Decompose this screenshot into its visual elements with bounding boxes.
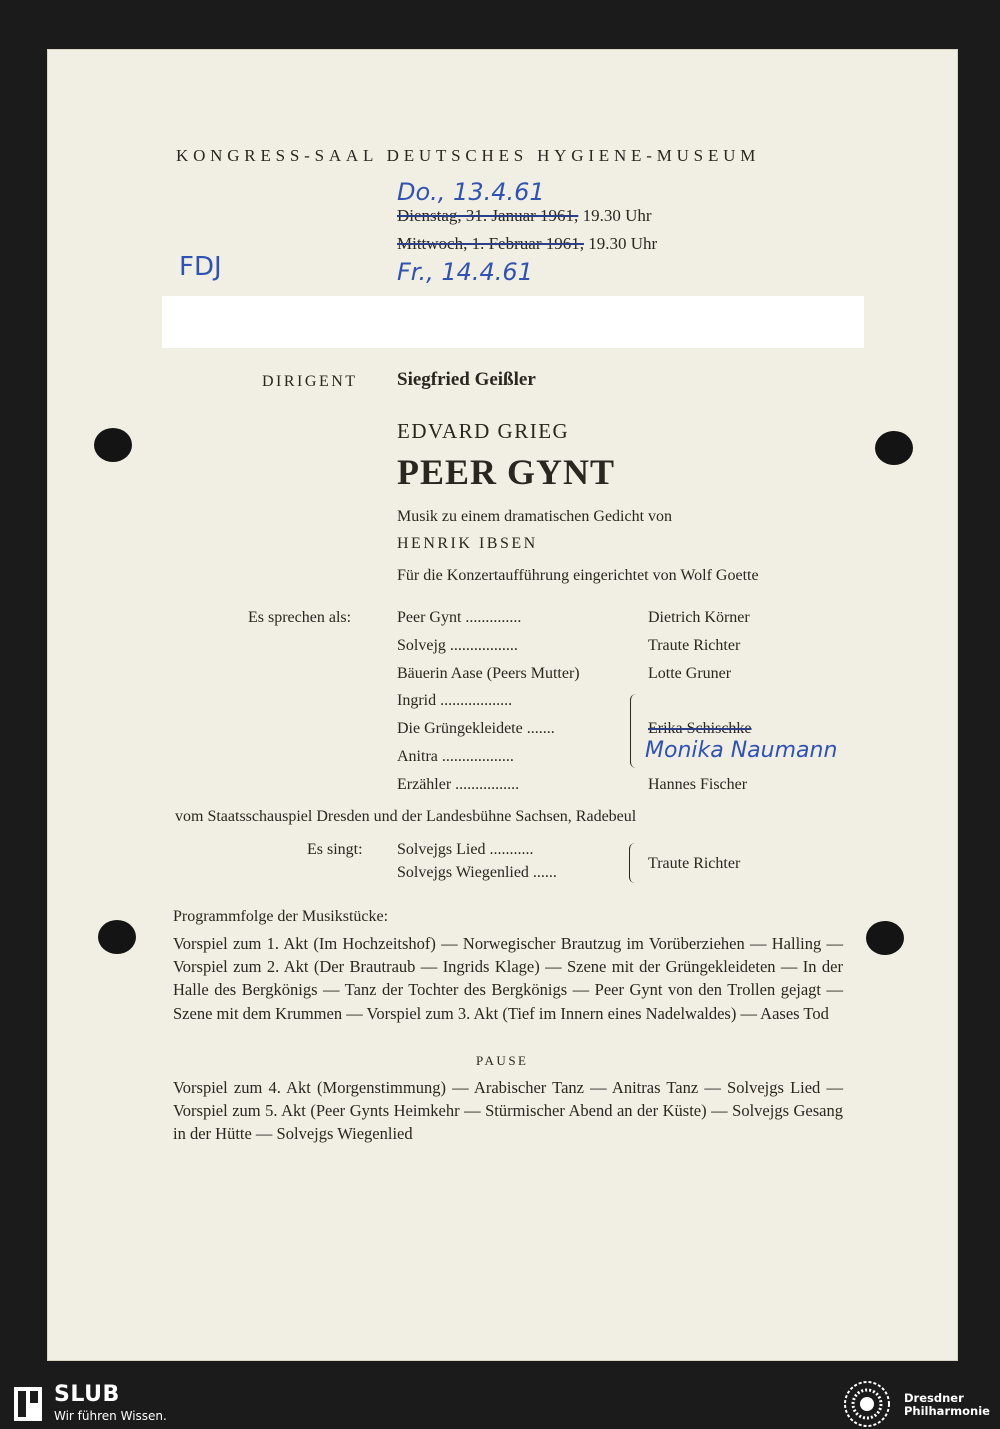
struck-date-1: Dienstag, 31. Januar 1961, xyxy=(397,206,579,225)
author: HENRIK IBSEN xyxy=(397,535,538,552)
slub-tagline: Wir führen Wissen. xyxy=(54,1409,167,1423)
punch-hole xyxy=(94,428,132,462)
work-subtitle: Musik zu einem dramatischen Gedicht von xyxy=(397,508,673,525)
singer-name: Traute Richter xyxy=(648,855,741,872)
cast-role: Erzähler ................ xyxy=(397,776,520,793)
philharmonie-name xyxy=(904,1392,990,1418)
cast-actor: Dietrich Körner xyxy=(648,609,750,626)
cast-actor: Hannes Fischer xyxy=(648,776,748,793)
cast-actor-struck: Erika Schischke xyxy=(648,720,752,737)
cast-role: Peer Gynt .............. xyxy=(397,609,522,626)
composer: EDVARD GRIEG xyxy=(397,419,570,443)
punch-hole xyxy=(98,920,136,954)
conductor-name: Siegfried Geißler xyxy=(397,369,536,390)
work-title: PEER GYNT xyxy=(397,452,616,492)
cast-actor: Traute Richter xyxy=(648,637,741,654)
handwritten-date-2: Fr., 14.4.61 xyxy=(397,258,533,286)
pause-label: PAUSE xyxy=(476,1053,529,1068)
handwritten-date-1: Do., 13.4.61 xyxy=(397,178,545,206)
philharmonie-line-1: Dresdner xyxy=(904,1391,964,1405)
sequence-part-2: Vorspiel zum 4. Akt (Morgenstimmung) — Arabischer Tanz — Anitras Tanz — Solvejgs Lied — Vorspiel zum 5. Akt (Peer Gynts Heimkehr — Stürmischer Abend an der Küste) — Solvejgs Gesang in der Hütte — Solvejgs Wiegenlied xyxy=(173,1078,843,1144)
singer-label: Es singt: xyxy=(307,841,363,858)
philharmonie-logo-icon xyxy=(843,1380,891,1428)
cast-role: Die Grüngekleidete ....... xyxy=(397,720,555,737)
date-line-1 xyxy=(397,206,652,226)
handwritten-org: FDJ xyxy=(179,252,222,282)
conductor-label: DIRIGENT xyxy=(262,373,358,390)
redaction-patch xyxy=(162,296,864,348)
time-2: 19.30 Uhr xyxy=(588,234,658,253)
slub-logo-icon xyxy=(14,1387,42,1421)
speakers-label: Es sprechen als: xyxy=(248,609,352,626)
philharmonie-line-2: Philharmonie xyxy=(904,1404,990,1418)
cast-role: Bäuerin Aase (Peers Mutter) xyxy=(397,665,580,682)
sequence-part-1: Vorspiel zum 1. Akt (Im Hochzeitshof) — Norwegischer Brautzug im Vorüberziehen — Halling — Vorspiel zum 2. Akt (Der Brautraub — Ingrids Klage) — Szene mit der Grüngekleideten — In der Halle des Bergkönigs — Tanz der Tochter des Bergkönigs — Peer Gynt von den Trollen gejagt — Szene mit dem Krummen — Vorspiel zum 3. Akt (Tief im Innern eines Nadelwaldes) — Aases Tod xyxy=(173,934,843,1023)
punch-hole xyxy=(875,431,913,465)
sequence-heading: Programmfolge der Musikstücke: xyxy=(173,908,389,925)
venue-title: KONGRESS-SAAL DEUTSCHES HYGIENE-MUSEUM xyxy=(176,146,761,165)
ensemble-note: vom Staatsschauspiel Dresden und der Landesbühne Sachsen, Radebeul xyxy=(175,808,637,825)
cast-role: Anitra .................. xyxy=(397,748,514,765)
arrangement-note: Für die Konzertaufführung eingerichtet von Wolf Goette xyxy=(397,567,759,584)
date-line-2 xyxy=(397,234,657,254)
punch-hole xyxy=(866,921,904,955)
song: Solvejgs Wiegenlied ...... xyxy=(397,864,557,881)
song-brace xyxy=(629,843,636,883)
struck-date-2: Mittwoch, 1. Februar 1961, xyxy=(397,234,584,253)
song: Solvejgs Lied ........... xyxy=(397,841,534,858)
cast-brace xyxy=(630,694,637,768)
handwritten-replacement-name: Monika Naumann xyxy=(645,738,838,763)
footer-bar xyxy=(0,1378,1000,1429)
time-1: 19.30 Uhr xyxy=(582,206,652,225)
slub-name: SLUB xyxy=(54,1382,120,1407)
cast-actor: Lotte Gruner xyxy=(648,665,732,682)
cast-role: Ingrid .................. xyxy=(397,692,513,709)
cast-role: Solvejg ................. xyxy=(397,637,518,654)
